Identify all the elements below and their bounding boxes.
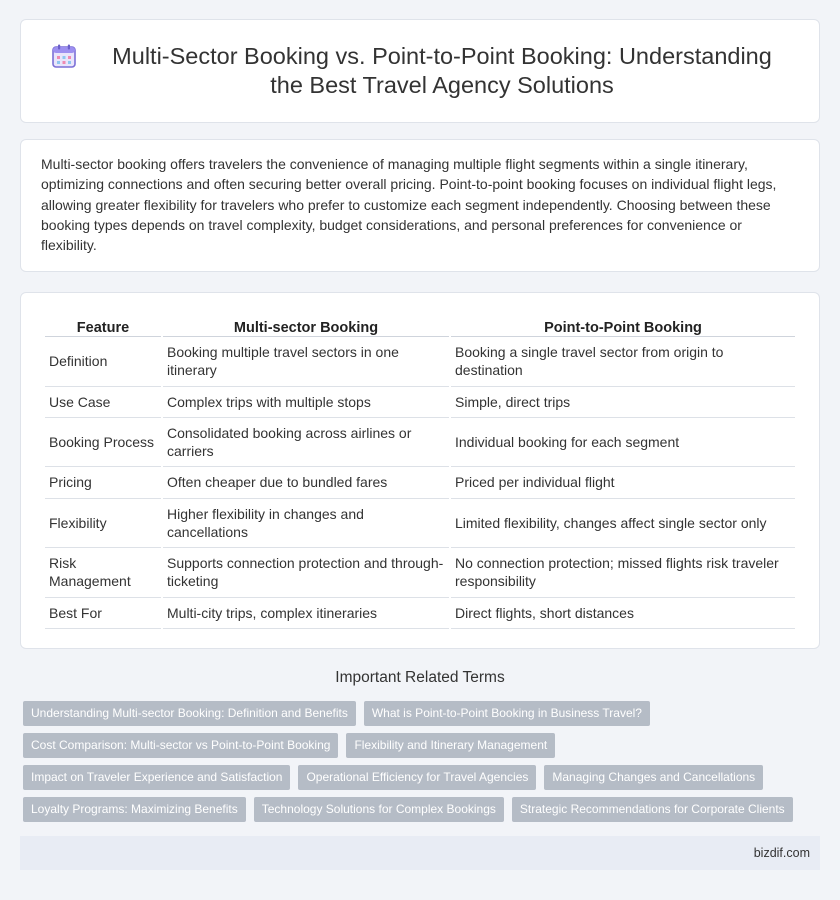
calendar-icon <box>51 43 77 69</box>
related-term-tag[interactable]: Technology Solutions for Complex Bookings <box>254 797 504 822</box>
multi-sector-cell: Often cheaper due to bundled fares <box>163 467 449 498</box>
column-header-point-to-point: Point-to-Point Booking <box>451 313 795 337</box>
tag-row <box>23 701 823 733</box>
multi-sector-cell: Booking multiple travel sectors in one itinerary <box>163 337 449 387</box>
feature-cell: Risk Management <box>45 548 161 598</box>
multi-sector-cell: Supports connection protection and through-ticketing <box>163 548 449 598</box>
feature-cell: Flexibility <box>45 499 161 549</box>
multi-sector-cell: Complex trips with multiple stops <box>163 387 449 418</box>
tag-row <box>23 765 823 797</box>
point-to-point-cell: Direct flights, short distances <box>451 598 795 629</box>
feature-cell: Best For <box>45 598 161 629</box>
table-row <box>45 499 795 549</box>
related-term-tag[interactable]: Managing Changes and Cancellations <box>544 765 763 790</box>
related-term-tag[interactable]: Strategic Recommendations for Corporate Clients <box>512 797 793 822</box>
page-title: Multi-Sector Booking vs. Point-to-Point Booking: Understanding the Best Travel Agency Solutions <box>112 43 772 98</box>
multi-sector-cell: Higher flexibility in changes and cancellations <box>163 499 449 549</box>
table-row <box>45 598 795 629</box>
table-row <box>45 418 795 468</box>
footer <box>20 836 820 870</box>
point-to-point-cell: No connection protection; missed flights risk traveler responsibility <box>451 548 795 598</box>
intro-card <box>20 139 820 272</box>
related-terms-title: Important Related Terms <box>335 669 505 686</box>
table-row <box>45 337 795 387</box>
table-header-row <box>45 313 795 337</box>
point-to-point-cell: Priced per individual flight <box>451 467 795 498</box>
related-term-tag[interactable]: Loyalty Programs: Maximizing Benefits <box>23 797 246 822</box>
point-to-point-cell: Simple, direct trips <box>451 387 795 418</box>
point-to-point-cell: Individual booking for each segment <box>451 418 795 468</box>
column-header-multi-sector: Multi-sector Booking <box>163 313 449 337</box>
related-term-tag[interactable]: Operational Efficiency for Travel Agencies <box>298 765 536 790</box>
header <box>21 20 819 122</box>
footer-site-link[interactable]: bizdif.com <box>753 846 810 860</box>
comparison-table-card <box>20 292 820 649</box>
feature-cell: Use Case <box>45 387 161 418</box>
tag-row <box>23 797 823 829</box>
column-header-feature: Feature <box>45 313 161 337</box>
multi-sector-cell: Multi-city trips, complex itineraries <box>163 598 449 629</box>
related-terms-tags <box>23 701 823 829</box>
table-row <box>45 387 795 418</box>
feature-cell: Definition <box>45 337 161 387</box>
related-term-tag[interactable]: What is Point-to-Point Booking in Business Travel? <box>364 701 650 726</box>
tag-row <box>23 733 823 765</box>
feature-cell: Pricing <box>45 467 161 498</box>
point-to-point-cell: Limited flexibility, changes affect single sector only <box>451 499 795 549</box>
related-term-tag[interactable]: Impact on Traveler Experience and Satisfaction <box>23 765 290 790</box>
feature-cell: Booking Process <box>45 418 161 468</box>
related-term-tag[interactable]: Flexibility and Itinerary Management <box>346 733 555 758</box>
multi-sector-cell: Consolidated booking across airlines or carriers <box>163 418 449 468</box>
intro-paragraph: Multi-sector booking offers travelers the convenience of managing multiple flight segments within a single itinerary, optimizing connections and often securing better overall pricing. Point-to-point booking focuses on individual flight legs, allowing greater flexibility for travelers who prefer to customize each segment independently. Choosing between these booking types depends on travel complexity, budget considerations, and personal preferences for convenience or flexibility. <box>41 156 777 254</box>
related-term-tag[interactable]: Understanding Multi-sector Booking: Definition and Benefits <box>23 701 356 726</box>
table-row <box>45 548 795 598</box>
related-term-tag[interactable]: Cost Comparison: Multi-sector vs Point-to-Point Booking <box>23 733 338 758</box>
comparison-table <box>43 313 797 629</box>
header-card <box>20 19 820 123</box>
table-row <box>45 467 795 498</box>
point-to-point-cell: Booking a single travel sector from origin to destination <box>451 337 795 387</box>
